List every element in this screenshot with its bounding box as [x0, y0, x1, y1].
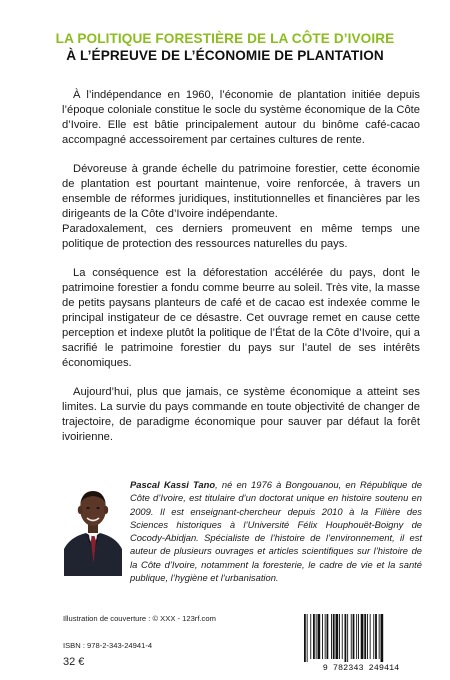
barcode-bar	[353, 614, 355, 659]
barcode-bar	[345, 614, 347, 662]
barcode-bar	[347, 614, 348, 662]
barcode-bar	[322, 614, 323, 659]
book-price: 32 €	[63, 656, 85, 668]
author-bio-text: , né en 1976 à Bongouanou, en République de Côte d’Ivoire, est titulaire d’un doctorat unique en histoire soutenu en 2009. Il est enseignant-chercheur depuis 2010 à la Filière des Sciences historiques à l’Université Félix Houphouët-Boigny de Cocody-Abidjan. Spécialiste de l’histoire de l’environnement, il est auteur de plusieurs ouvrages et articles scientifiques sur l’histoire de la Côte d’Ivoire, notamment la foresterie, le cadre de vie et la santé publique, l’hygiène et l’urbanisation.	[130, 479, 422, 584]
back-cover-blurb	[62, 88, 420, 459]
author-portrait-image	[64, 483, 122, 576]
barcode-bar	[381, 614, 384, 662]
barcode-bar	[373, 614, 374, 659]
barcode-bar	[333, 614, 335, 659]
barcode-bar	[336, 614, 339, 659]
blurb-paragraph-4: La conséquence est la déforestation accélérée du pays, dont le patrimoine forestier a fondu comme beurre au soleil. Très vite, la masse de petits paysans planteurs de café et de cacao est indexée comme le principal instigateur de ce désastre. Cet ouvrage remet en cause cette perception et indexe plutôt la politique de l’État de la Côte d’Ivoire, qui a sacrifié le patrimoine forestier du pays sur l’autel de ses intérêts économiques.	[62, 267, 420, 369]
barcode-bar	[370, 614, 371, 659]
barcode-bar	[318, 614, 321, 659]
barcode-bar	[356, 614, 357, 659]
title-line-1: LA POLITIQUE FORESTIÈRE DE LA CÔTE D’IVOIRE	[55, 31, 395, 46]
barcode-bar	[364, 614, 366, 659]
barcode-bar	[327, 614, 329, 659]
barcode-bar	[351, 614, 352, 659]
barcode-bar	[331, 614, 332, 659]
book-title	[0, 30, 450, 64]
barcode-digits: 9 782343 249414	[322, 663, 400, 672]
blurb-paragraph-5: Aujourd’hui, plus que jamais, ce système économique a atteint ses limites. La survie du pays commande en toute objectivité de changer de trajectoire, de paradigme économique pour sauver par défaut la forêt ivoirienne.	[62, 386, 420, 443]
barcode-bar	[307, 614, 308, 662]
isbn-number: ISBN : 978-2-343-24941-4	[63, 641, 153, 650]
author-photo	[64, 483, 122, 576]
isbn-barcode	[296, 610, 426, 672]
author-biography	[130, 478, 422, 584]
blurb-paragraph-1: À l’indépendance en 1960, l’économie de plantation initiée depuis l’époque coloniale constitue le socle du système économique de la Côte d’Ivoire. Elle est bâtie principalement autour du binôme café-cacao accompagné accessoirement par certaines cultures de rente.	[62, 89, 420, 146]
barcode-bar	[316, 614, 317, 659]
barcode-bar	[361, 614, 364, 659]
barcode-bar	[310, 614, 311, 659]
barcode-bar	[367, 614, 368, 659]
barcode-bar	[339, 614, 340, 659]
cover-illustration-credit: Illustration de couverture : © XXX - 123rf.com	[63, 614, 216, 623]
blurb-paragraph-2: Dévoreuse à grande échelle du patrimoine forestier, cette économie de plantation est pourtant maintenue, voire renforcée, à travers un ensemble de réformes juridiques, institutionnelles et financières par les dirigeants de la Côte d’Ivoire indépendante.	[62, 163, 420, 220]
title-line-2: À L’ÉPREUVE DE L’ÉCONOMIE DE PLANTATION	[66, 48, 384, 63]
barcode-bar	[313, 614, 315, 659]
barcode-bar	[325, 614, 326, 659]
barcode-bar	[379, 614, 380, 659]
barcode-bar	[304, 614, 306, 662]
author-name: Pascal Kassi Tano	[130, 479, 216, 490]
barcode-bar	[342, 614, 343, 659]
blurb-paragraph-3: Paradoxalement, ces derniers promeuvent en même temps une politique de protection des ressources naturelles du pays.	[62, 223, 420, 250]
barcode-bar	[375, 614, 377, 659]
barcode-bar	[358, 614, 359, 659]
